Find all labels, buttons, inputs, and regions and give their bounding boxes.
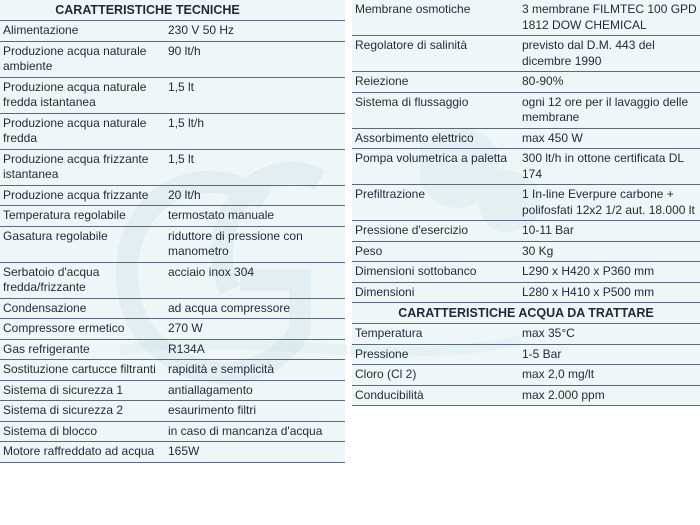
spec-label: Pompa volumetrica a paletta [355,151,508,165]
spec-label: Temperatura [355,326,423,340]
spec-row [0,150,345,186]
spec-label: Pressione [355,346,409,361]
spec-label: Condensazione [3,300,87,315]
spec-label: Motore raffreddato ad acqua [3,444,155,458]
spec-row [0,299,345,320]
spec-value: 90 lt/h [168,43,201,58]
spec-row [0,340,345,361]
spec-row [0,206,345,227]
spec-value: L280 x H410 x P500 mm [522,284,655,299]
column-divider [347,0,350,525]
spec-row [352,262,700,283]
spec-row [0,360,345,381]
spec-label: Alimentazione [3,23,79,37]
water-rows [352,324,700,406]
spec-row [352,93,700,129]
spec-label: Produzione acqua naturale ambiente [3,43,147,73]
spec-row [0,42,345,78]
spec-label: Reiezione [355,74,409,88]
spec-row [352,36,700,72]
technical-specs-left [0,0,345,463]
spec-row [0,442,345,463]
spec-row [352,221,700,242]
spec-value: ad acqua compressore [168,300,291,315]
spec-label: Gas refrigerante [3,341,90,356]
right-rows [352,0,700,303]
spec-row [352,242,700,263]
spec-value: 10-11 Bar [522,223,574,237]
spec-label: Prefiltrazione [355,187,426,201]
spec-row [0,227,345,263]
spec-label: Membrane osmotiche [355,2,471,16]
spec-row [0,78,345,114]
spec-label: Dimensioni sottobanco [355,264,477,278]
spec-row [0,319,345,340]
spec-value: max 2.000 ppm [522,387,605,402]
spec-value: previsto dal D.M. 443 del dicembre 1990 [522,38,655,68]
spec-value: esaurimento filtri [168,403,257,417]
spec-value: 3 membrane FILMTEC 100 GPD 1812 DOW CHEMICAL [522,2,697,32]
spec-label: Sistema di sicurezza 2 [3,403,124,417]
spec-row [0,422,345,443]
spec-row [352,185,700,221]
spec-value: 165W [168,444,200,458]
spec-value: 270 W [168,321,203,335]
spec-label: Pressione d'esercizio [355,223,469,237]
spec-label: Regolatore di salinità [355,38,468,52]
technical-specs-right [352,0,700,406]
spec-label: Gasatura regolabile [3,228,108,243]
spec-value: 1,5 lt [168,151,195,166]
spec-value: R134A [168,341,205,356]
spec-label: Sistema di blocco [3,423,98,438]
spec-row [0,21,345,42]
spec-value: termostato manuale [168,208,275,222]
spec-value: 1,5 lt/h [168,115,205,130]
spec-label: Sistema di flussaggio [355,94,469,109]
spec-value: max 2,0 mg/lt [522,367,595,381]
spec-label: Produzione acqua naturale fredda [3,115,147,145]
spec-value: 230 V 50 Hz [168,23,235,37]
spec-value: max 450 W [522,130,583,145]
spec-label: Sostituzione cartucce filtranti [3,362,156,376]
spec-row [0,401,345,422]
spec-label: Assorbimento elettrico [355,130,474,145]
spec-value: riduttore di pressione con manometro [168,228,303,258]
spec-row [0,263,345,299]
spec-row [352,283,700,304]
spec-label: Peso [355,243,383,258]
spec-label: Serbatoio d'acqua fredda/frizzante [3,264,100,294]
spec-label: Produzione acqua frizzante istantanea [3,151,149,181]
spec-label: Cloro (Cl 2) [355,367,417,381]
spec-value: 1-5 Bar [522,346,562,361]
left-rows [0,21,345,463]
spec-value: 1,5 lt [168,79,195,94]
spec-value: L290 x H420 x P360 mm [522,264,655,278]
spec-value: 300 lt/h in ottone certificata DL 174 [522,151,684,181]
spec-label: Compressore ermetico [3,321,125,335]
spec-row [352,129,700,150]
spec-label: Produzione acqua frizzante [3,187,149,202]
spec-row [352,0,700,36]
spec-value: acciaio inox 304 [168,264,255,279]
spec-row [352,149,700,185]
section-title-acqua-da-trattare: CARATTERISTICHE ACQUA DA TRATTARE [352,303,700,324]
spec-row [0,114,345,150]
spec-row [0,186,345,207]
spec-value: max 35°C [522,326,575,340]
section-title-caratteristiche-tecniche: CARATTERISTICHE TECNICHE [0,0,345,21]
spec-row [352,365,700,386]
spec-value: 30 Kg [522,243,554,258]
spec-row [352,324,700,345]
spec-label: Produzione acqua naturale fredda istantanea [3,79,147,109]
spec-value: 80-90% [522,74,564,88]
spec-row [0,381,345,402]
spec-row [352,386,700,407]
spec-label: Temperatura regolabile [3,208,126,222]
spec-label: Conducibilità [355,387,424,402]
spec-value: antiallagamento [168,382,253,397]
spec-value: in caso di mancanza d'acqua [168,423,323,438]
spec-value: rapidità e semplicità [168,362,275,376]
spec-value: 20 lt/h [168,187,201,202]
spec-value: 1 In-line Everpure carbone + polifosfati 12x2 1/2 aut. 18.000 lt [522,187,695,217]
spec-row [352,72,700,93]
spec-label: Dimensioni [355,284,415,299]
spec-label: Sistema di sicurezza 1 [3,382,124,397]
spec-value: ogni 12 ore per il lavaggio delle membrane [522,94,689,124]
spec-row [352,345,700,366]
